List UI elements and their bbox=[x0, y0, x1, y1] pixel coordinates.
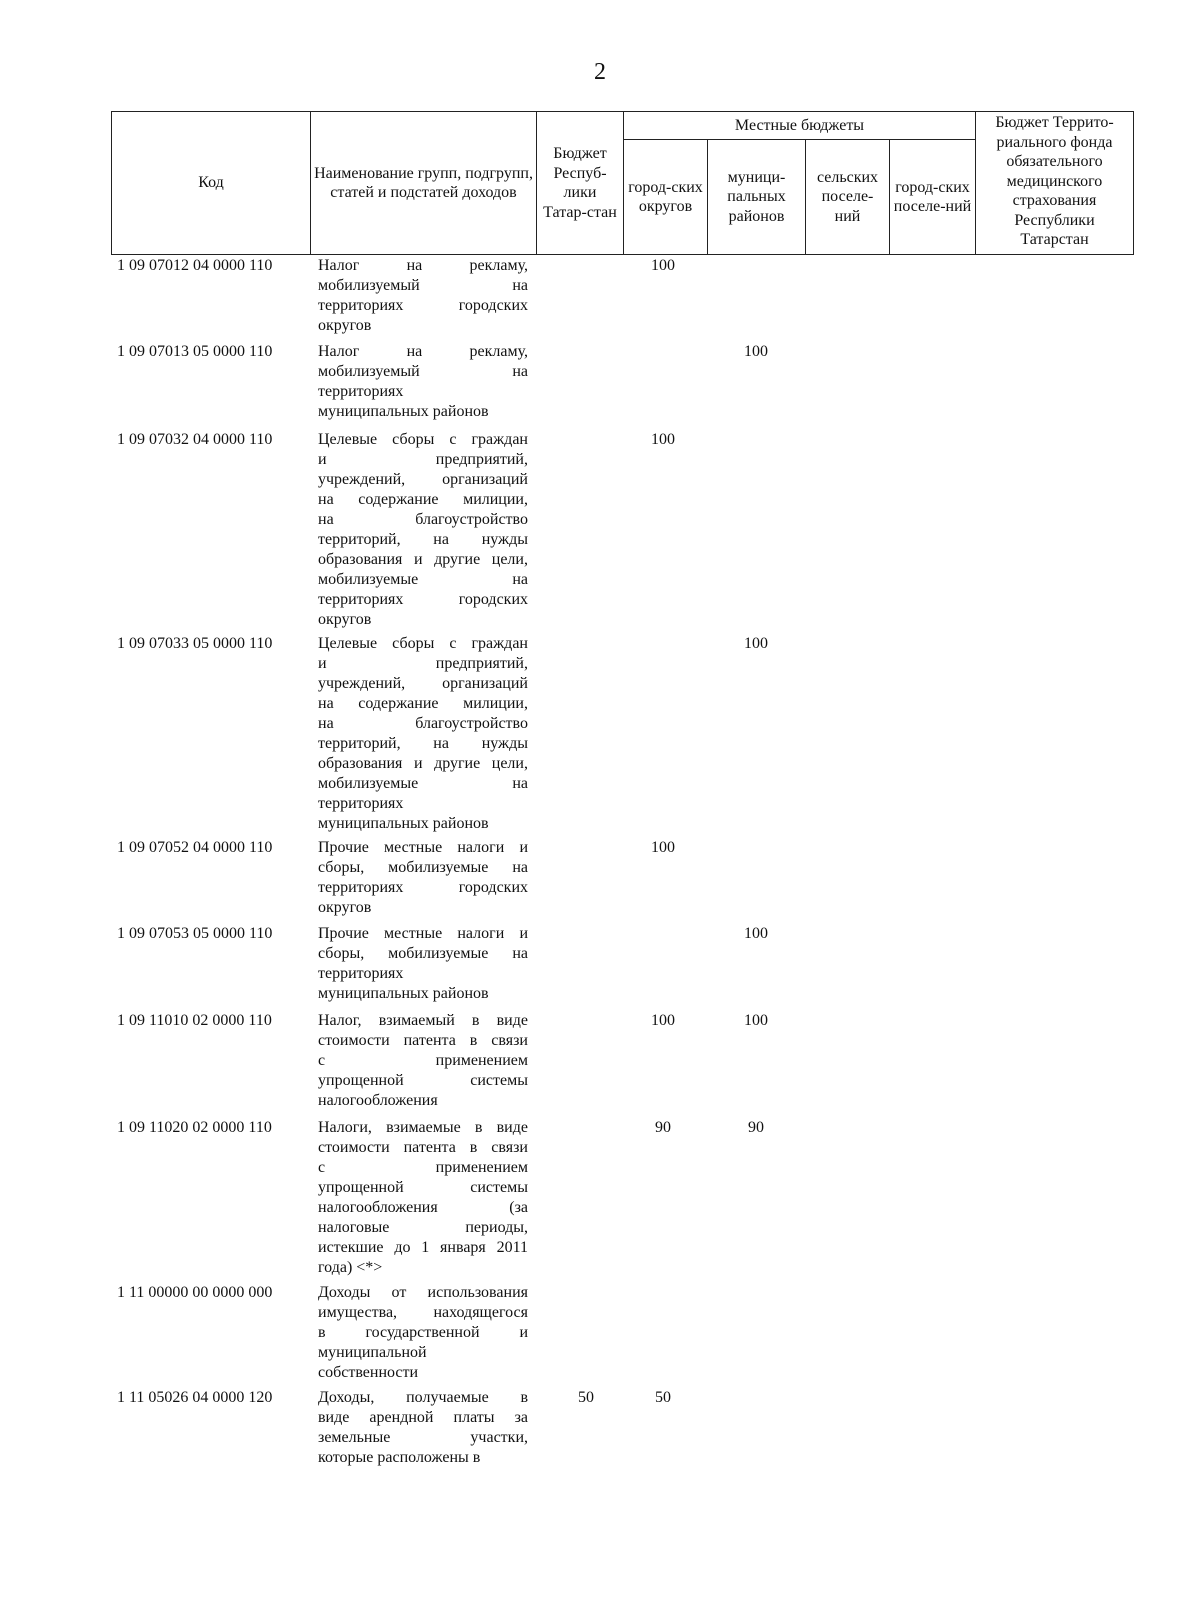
row-name-line: в государственной и bbox=[318, 1324, 528, 1341]
row-name-line: муниципальной bbox=[318, 1344, 427, 1361]
row-name-line: которые расположены в bbox=[318, 1449, 481, 1466]
row-name-line: Прочие местные налоги и bbox=[318, 925, 528, 942]
row-name bbox=[318, 256, 528, 336]
row-name-line: истекшие до 1 января 2011 bbox=[318, 1239, 528, 1256]
row-name-line: образования и другие цели, bbox=[318, 755, 528, 772]
row-name-line: Налог на рекламу, bbox=[318, 257, 528, 274]
row-name-line: мобилизуемый на bbox=[318, 363, 528, 380]
header-municipal-districts: муници-пальных районов bbox=[708, 140, 806, 255]
row-code: 1 09 07012 04 0000 110 bbox=[117, 257, 273, 274]
row-name-line: территориях bbox=[318, 795, 404, 812]
row-name-line: виде арендной платы за bbox=[318, 1409, 528, 1426]
row-code: 1 11 05026 04 0000 120 bbox=[117, 1389, 273, 1406]
row-code: 1 09 07052 04 0000 110 bbox=[117, 839, 273, 856]
row-name-line: образования и другие цели, bbox=[318, 551, 528, 568]
row-name bbox=[318, 430, 528, 630]
row-name-line: округов bbox=[318, 899, 372, 916]
row-name-line: территориях городских bbox=[318, 879, 528, 896]
row-name bbox=[318, 1283, 528, 1383]
row-name-line: территорий, на нужды bbox=[318, 531, 528, 548]
row-code: 1 09 07053 05 0000 110 bbox=[117, 925, 273, 942]
row-name-line: Доходы от использования bbox=[318, 1284, 528, 1301]
row-name-line: Налог, взимаемый в виде bbox=[318, 1012, 528, 1029]
row-name-line: округов bbox=[318, 611, 372, 628]
row-name-line: сборы, мобилизуемые на bbox=[318, 859, 528, 876]
row-name-line: стоимости патента в связи bbox=[318, 1032, 528, 1049]
row-name-line: на благоустройство bbox=[318, 511, 528, 528]
row-municipal-value: 90 bbox=[748, 1119, 764, 1136]
row-name-line: муниципальных районов bbox=[318, 815, 489, 832]
row-name-line: на содержание милиции, bbox=[318, 695, 528, 712]
row-name-line: упрощенной системы bbox=[318, 1179, 528, 1196]
row-name-line: сборы, мобилизуемые на bbox=[318, 945, 528, 962]
row-city-value: 100 bbox=[651, 839, 675, 856]
row-name-line: учреждений, организаций bbox=[318, 675, 528, 692]
row-city-value: 100 bbox=[651, 257, 675, 274]
row-name bbox=[318, 1011, 528, 1111]
row-name-line: муниципальных районов bbox=[318, 985, 489, 1002]
header-city-districts: город-ских округов bbox=[624, 140, 708, 255]
row-name-line: территориях bbox=[318, 965, 404, 982]
row-name-line: имущества, находящегося bbox=[318, 1304, 528, 1321]
row-name bbox=[318, 342, 528, 422]
row-name-line: мобилизуемые на bbox=[318, 775, 528, 792]
header-local-budgets: Местные бюджеты bbox=[624, 112, 976, 140]
row-municipal-value: 100 bbox=[744, 635, 768, 652]
row-name-line: Целевые сборы с граждан bbox=[318, 431, 528, 448]
row-code: 1 09 11010 02 0000 110 bbox=[117, 1012, 272, 1029]
table-header bbox=[111, 111, 1134, 255]
row-name-line: и предприятий, bbox=[318, 655, 528, 672]
row-municipal-value: 100 bbox=[744, 925, 768, 942]
row-city-value: 50 bbox=[655, 1389, 671, 1406]
header-health-fund: Бюджет Террито-риального фонда обязательного медицинского страхования Республики Татарстан bbox=[976, 112, 1134, 255]
row-name-line: Налог на рекламу, bbox=[318, 343, 528, 360]
row-code: 1 09 07032 04 0000 110 bbox=[117, 431, 273, 448]
row-republic-value: 50 bbox=[578, 1389, 594, 1406]
row-name-line: Доходы, получаемые в bbox=[318, 1389, 528, 1406]
row-name-line: территориях городских bbox=[318, 297, 528, 314]
row-name-line: Прочие местные налоги и bbox=[318, 839, 528, 856]
page-number: 2 bbox=[594, 59, 606, 85]
row-name-line: налогообложения bbox=[318, 1092, 438, 1109]
row-name-line: и предприятий, bbox=[318, 451, 528, 468]
row-name-line: налогообложения (за bbox=[318, 1199, 528, 1216]
row-name-line: с применением bbox=[318, 1159, 528, 1176]
row-name-line: мобилизуемый на bbox=[318, 277, 528, 294]
row-name-line: территорий, на нужды bbox=[318, 735, 528, 752]
row-name-line: упрощенной системы bbox=[318, 1072, 528, 1089]
row-name-line: территориях bbox=[318, 383, 404, 400]
row-name-line: округов bbox=[318, 317, 372, 334]
row-municipal-value: 100 bbox=[744, 343, 768, 360]
header-rural-settlements: сельских поселе-ний bbox=[806, 140, 890, 255]
row-name-line: с применением bbox=[318, 1052, 528, 1069]
row-name-line: стоимости патента в связи bbox=[318, 1139, 528, 1156]
row-name bbox=[318, 1388, 528, 1468]
row-name-line: территориях городских bbox=[318, 591, 528, 608]
row-name-line: на содержание милиции, bbox=[318, 491, 528, 508]
row-city-value: 100 bbox=[651, 431, 675, 448]
row-municipal-value: 100 bbox=[744, 1012, 768, 1029]
row-name bbox=[318, 924, 528, 1004]
row-name bbox=[318, 1118, 528, 1278]
row-name-line: земельные участки, bbox=[318, 1429, 528, 1446]
row-name-line: Целевые сборы с граждан bbox=[318, 635, 528, 652]
row-name-line: на благоустройство bbox=[318, 715, 528, 732]
row-code: 1 09 07013 05 0000 110 bbox=[117, 343, 273, 360]
row-name-line: налоговые периоды, bbox=[318, 1219, 528, 1236]
header-urban-settlements: город-ских поселе-ний bbox=[890, 140, 976, 255]
row-code: 1 09 11020 02 0000 110 bbox=[117, 1119, 272, 1136]
row-name-line: собственности bbox=[318, 1364, 419, 1381]
row-name-line: мобилизуемые на bbox=[318, 571, 528, 588]
header-code: Код bbox=[112, 112, 311, 255]
row-name-line: года) <*> bbox=[318, 1259, 383, 1276]
row-name-line: Налоги, взимаемые в виде bbox=[318, 1119, 528, 1136]
row-city-value: 90 bbox=[655, 1119, 671, 1136]
row-city-value: 100 bbox=[651, 1012, 675, 1029]
row-name bbox=[318, 634, 528, 834]
row-code: 1 11 00000 00 0000 000 bbox=[117, 1284, 273, 1301]
row-name bbox=[318, 838, 528, 918]
row-name-line: муниципальных районов bbox=[318, 403, 489, 420]
header-name: Наименование групп, подгрупп, статей и подстатей доходов bbox=[311, 112, 537, 255]
row-code: 1 09 07033 05 0000 110 bbox=[117, 635, 273, 652]
row-name-line: учреждений, организаций bbox=[318, 471, 528, 488]
header-republic-budget: Бюджет Респуб-лики Татар-стан bbox=[537, 112, 624, 255]
